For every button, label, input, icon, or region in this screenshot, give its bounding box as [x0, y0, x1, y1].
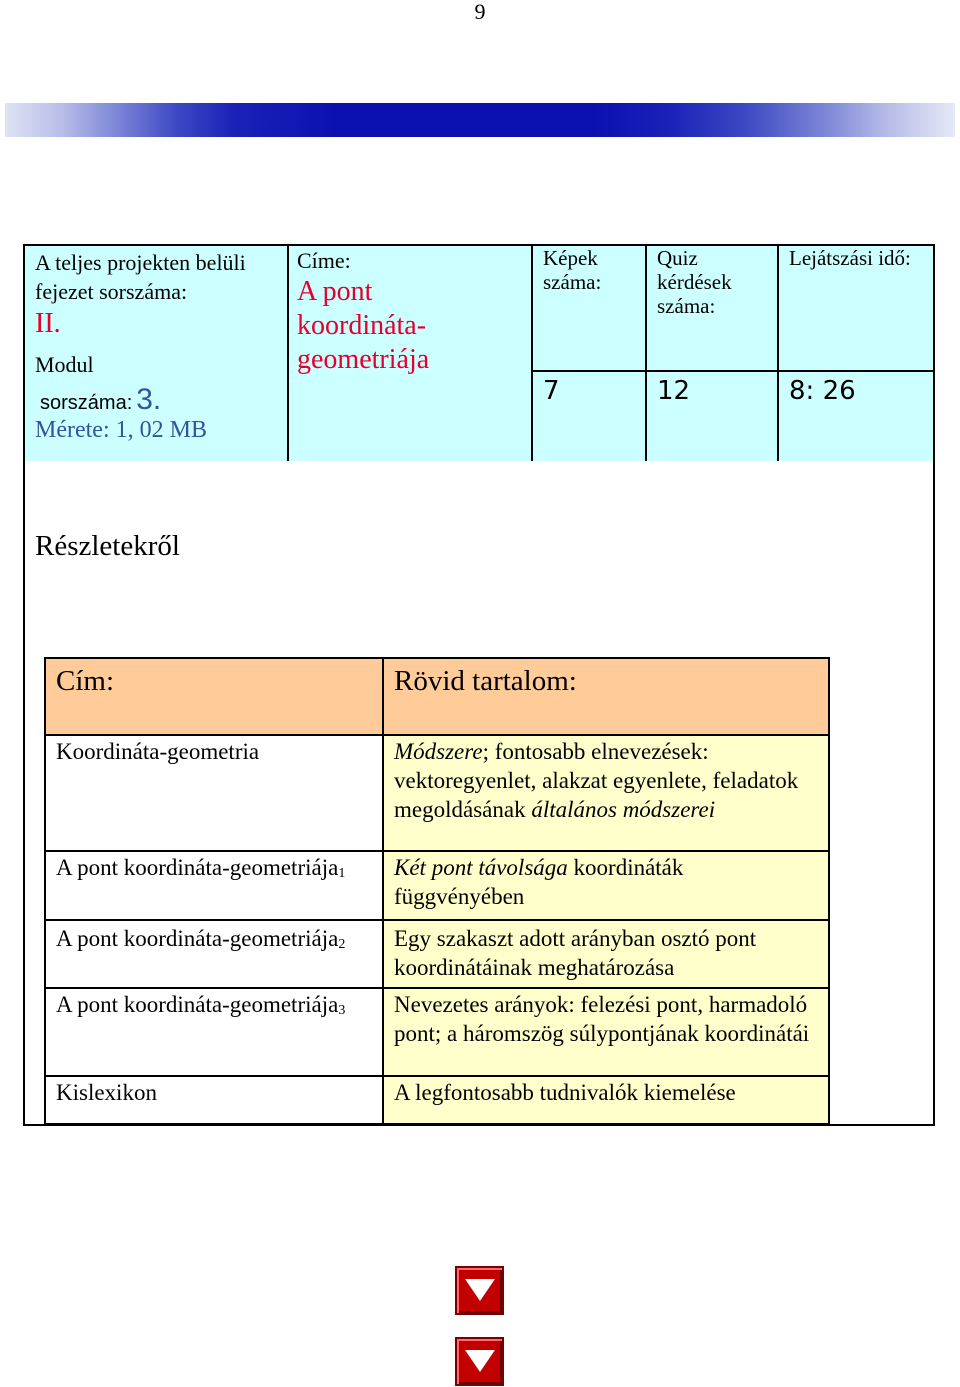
details-title: Részletekről: [35, 530, 180, 562]
down-arrow-icon: [464, 1278, 496, 1302]
module-label: Modul: [35, 352, 94, 377]
table-row: [44, 988, 830, 1076]
chapter-cell: [35, 248, 285, 443]
module-size: Mérete: 1, 02 MB: [35, 417, 207, 443]
table-header-row: [44, 657, 830, 735]
table-row: [44, 1076, 830, 1125]
duration-value: 8: 26: [789, 376, 856, 406]
down-arrow-button[interactable]: [455, 1266, 504, 1315]
title-label: Címe:: [297, 248, 351, 273]
row-title: Kislexikon: [44, 1076, 384, 1125]
row-title: Koordináta-geometria: [44, 735, 384, 851]
module-number-label: sorszáma:: [40, 392, 133, 414]
images-value: 7: [543, 376, 560, 406]
duration-label: Lejátszási idő:: [789, 246, 911, 270]
quiz-value: 12: [657, 376, 691, 406]
chapter-label: A teljes projekten belüli fejezet sorszáma:: [35, 250, 246, 304]
title-cell: [297, 246, 527, 377]
title-value: A pont koordináta-geometriája: [297, 276, 430, 375]
decorative-banner: [5, 103, 955, 137]
module-number-value: 3.: [136, 383, 162, 416]
row-summary: Módszere; fontosabb elnevezések: vektoregyenlet, alakzat egyenlete, feladatok megoldásának általános módszerei: [384, 735, 830, 851]
down-arrow-button[interactable]: [455, 1337, 504, 1386]
module-number: [35, 383, 285, 417]
page-number: 9: [474, 0, 486, 24]
row-title: A pont koordináta-geometriája$_3$: [44, 988, 384, 1076]
table-row: [44, 920, 830, 988]
table-row: [44, 851, 830, 920]
chapter-value: II.: [35, 308, 61, 339]
down-arrow-icon: [464, 1349, 496, 1373]
quiz-label: Quiz kérdések száma:: [657, 246, 732, 318]
contents-table: [44, 657, 830, 1125]
row-title: A pont koordináta-geometriája$_2$: [44, 920, 384, 988]
col-title-header: Cím:: [44, 657, 384, 735]
row-title: A pont koordináta-geometriája$_1$: [44, 851, 384, 920]
table-row: [44, 735, 830, 851]
row-summary: Két pont távolsága koordináták függvényében: [384, 851, 830, 920]
images-label: Képek száma:: [543, 246, 602, 294]
module-header-table: [23, 244, 935, 463]
col-summary-header: Rövid tartalom:: [384, 657, 830, 735]
row-summary: A legfontosabb tudnivalók kiemelése: [384, 1076, 830, 1125]
row-summary: Egy szakaszt adott arányban osztó pont koordinátáinak meghatározása: [384, 920, 830, 988]
row-summary: Nevezetes arányok: felezési pont, harmadoló pont; a háromszög súlypontjának koordinátái: [384, 988, 830, 1076]
